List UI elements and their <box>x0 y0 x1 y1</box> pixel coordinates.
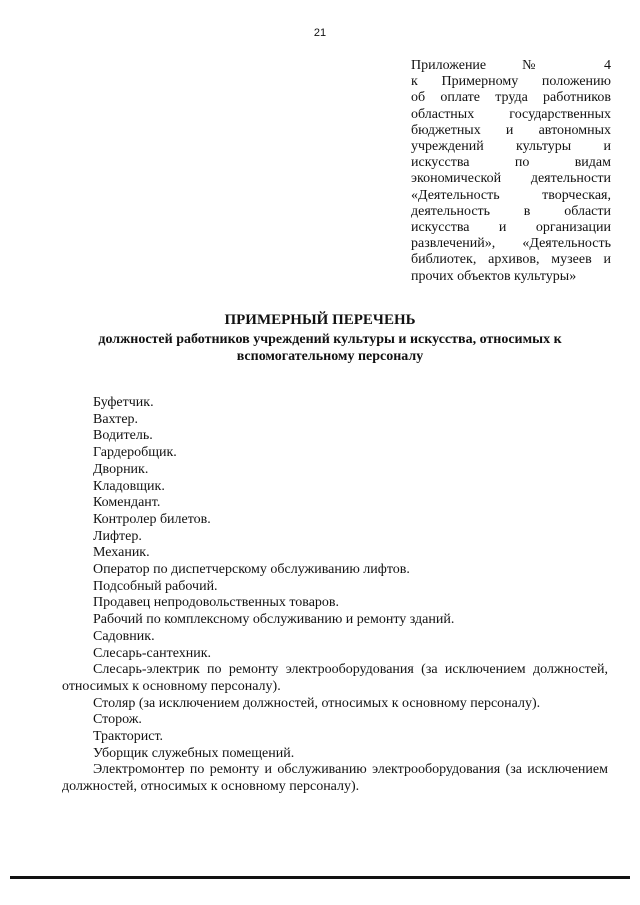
list-item: Садовник. <box>93 628 155 644</box>
list-item: Слесарь-электрик по ремонту электрооборудования (за исключением должностей, относимых к основному персоналу). <box>62 662 608 694</box>
document-title: ПРИМЕРНЫЙ ПЕРЕЧЕНЬ <box>224 312 416 328</box>
annex-line: деятельность в области <box>411 203 611 219</box>
annex-line: бюджетных и автономных <box>411 122 611 138</box>
annex-line: Приложение № 4 <box>411 58 611 73</box>
list-item: Комендант. <box>93 495 161 511</box>
annex-line: к Примерному положению <box>411 74 611 90</box>
list-item: Гардеробщик. <box>93 445 177 461</box>
list-item: Кладовщик. <box>93 478 165 494</box>
list-item: Механик. <box>93 545 150 561</box>
list-item: Лифтер. <box>93 528 142 544</box>
subtitle-line: должностей работников учреждений культуры и искусства, относимых к <box>98 332 562 347</box>
list-item: Столяр (за исключением должностей, относимых к основному персоналу). <box>93 695 541 711</box>
list-item: Продавец непродовольственных товаров. <box>93 595 340 611</box>
subtitle-line: вспомогательному персоналу <box>236 349 424 364</box>
list-item: Контролер билетов. <box>93 511 211 527</box>
document-subtitle <box>60 331 600 365</box>
annex-line: искусства по видам <box>411 155 611 171</box>
list-item: Слесарь-сантехник. <box>93 645 212 661</box>
annex-line: прочих объектов культуры» <box>411 268 577 284</box>
annex-line: об оплате труда работников <box>411 90 611 106</box>
list-item: Тракторист. <box>93 729 164 745</box>
annex-header <box>411 58 611 285</box>
list-item: Вахтер. <box>93 411 139 427</box>
annex-line: искусства и организации <box>411 220 611 236</box>
list-item: Подсобный рабочий. <box>93 578 218 594</box>
list-item: Сторож. <box>93 712 142 728</box>
list-item: Буфетчик. <box>93 395 154 410</box>
list-item: Водитель. <box>93 428 153 444</box>
annex-line: развлечений», «Деятельность <box>411 236 611 252</box>
page-number: 21 <box>313 27 327 39</box>
annex-line: библиотек, архивов, музеев и <box>411 252 611 268</box>
footer-rule <box>10 876 630 879</box>
positions-list <box>62 395 608 796</box>
annex-line: областных государственных <box>411 106 611 122</box>
annex-line: экономической деятельности <box>411 171 611 187</box>
annex-line: «Деятельность творческая, <box>411 187 611 203</box>
annex-line: учреждений культуры и <box>411 139 611 155</box>
list-item: Рабочий по комплексному обслуживанию и ремонту зданий. <box>93 612 455 628</box>
list-item: Оператор по диспетчерскому обслуживанию лифтов. <box>93 562 410 578</box>
list-item: Уборщик служебных помещений. <box>93 745 295 761</box>
list-item: Электромонтер по ремонту и обслуживанию электрооборудования (за исключением должностей, относимых к основному персоналу). <box>62 762 608 795</box>
list-item: Дворник. <box>93 461 149 477</box>
